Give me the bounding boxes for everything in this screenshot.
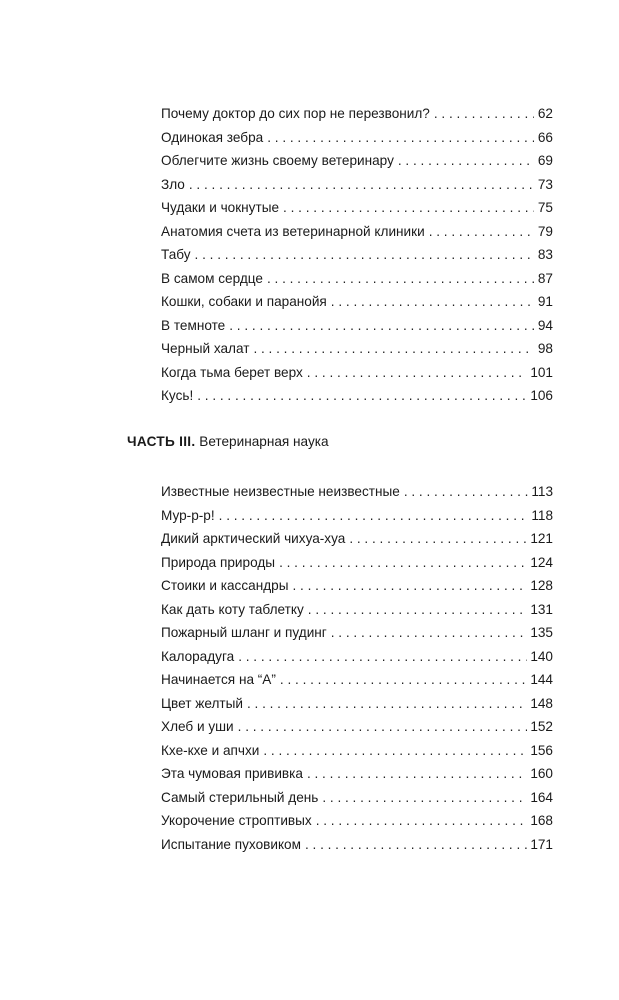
toc-entry-page: 101 xyxy=(530,364,553,380)
toc-leader-dots xyxy=(267,267,534,291)
toc-entry-title: Хлеб и уши xyxy=(161,719,234,734)
toc-entry xyxy=(161,173,553,197)
toc-leader-dots xyxy=(434,102,534,126)
toc-leader-dots xyxy=(308,598,528,622)
toc-entry-title: Известные неизвестные неизвестные xyxy=(161,484,400,499)
toc-entry xyxy=(161,149,553,173)
toc-entry-page: 118 xyxy=(531,507,553,523)
toc-entry xyxy=(161,786,553,810)
toc-entry xyxy=(161,551,553,575)
toc-entry xyxy=(161,220,553,244)
toc-entry-page: 121 xyxy=(530,531,553,546)
toc-entry-title: Когда тьма берет верх xyxy=(161,364,303,380)
toc-entry-page: 106 xyxy=(530,388,553,403)
toc-leader-dots xyxy=(279,551,527,575)
toc-leader-dots xyxy=(280,668,527,692)
toc-entry xyxy=(161,692,553,716)
toc-entry-title: Черный халат xyxy=(161,341,250,356)
toc-entry-title: Дикий арктический чихуа-хуа xyxy=(161,531,346,546)
toc-section-one xyxy=(161,102,553,408)
toc-entry-page: 94 xyxy=(537,317,553,333)
toc-entry-title: Кхе-кхе и апчхи xyxy=(161,742,260,758)
toc-entry-title: Самый стерильный день xyxy=(161,789,319,805)
toc-entry-title: Испытание пуховиком xyxy=(161,836,301,852)
toc-entry xyxy=(161,621,553,645)
toc-leader-dots xyxy=(247,692,527,716)
toc-entry xyxy=(161,668,553,692)
toc-leader-dots xyxy=(283,196,534,220)
toc-leader-dots xyxy=(253,337,534,361)
toc-entry-page: 128 xyxy=(530,578,553,593)
toc-entry-title: Почему доктор до сих пор не перезвонил? xyxy=(161,106,430,121)
toc-entry xyxy=(161,102,553,126)
toc-leader-dots xyxy=(398,149,534,173)
toc-entry-page: 79 xyxy=(537,223,553,239)
toc-entry xyxy=(161,762,553,786)
toc-entry-page: 135 xyxy=(530,625,553,640)
toc-leader-dots xyxy=(404,480,529,504)
toc-leader-dots xyxy=(429,220,534,244)
toc-entry xyxy=(161,196,553,220)
toc-entry xyxy=(161,361,553,385)
toc-entry xyxy=(161,126,553,150)
toc-entry-title: Облегчите жизнь своему ветеринару xyxy=(161,153,394,168)
toc-leader-dots xyxy=(229,314,534,338)
toc-leader-dots xyxy=(219,504,529,528)
toc-entry-page: 148 xyxy=(530,695,553,711)
toc-entry-page: 75 xyxy=(537,200,553,215)
toc-leader-dots xyxy=(331,621,528,645)
toc-entry-page: 83 xyxy=(537,247,553,262)
toc-leader-dots xyxy=(263,739,527,763)
toc-entry-title: Как дать коту таблетку xyxy=(161,601,304,617)
toc-entry-title: Укорочение строптивых xyxy=(161,813,312,828)
toc-entry xyxy=(161,574,553,598)
toc-entry-page: 124 xyxy=(530,554,553,570)
part-heading xyxy=(127,430,329,454)
toc-entry-title: Чудаки и чокнутые xyxy=(161,200,280,215)
toc-entry-title: Пожарный шланг и пудинг xyxy=(161,625,327,640)
toc-entry-page: 164 xyxy=(530,789,553,805)
toc-entry-page: 156 xyxy=(530,742,553,758)
toc-entry xyxy=(161,480,553,504)
toc-leader-dots xyxy=(349,527,527,551)
toc-entry-title: Кошки, собаки и паранойя xyxy=(161,294,327,309)
toc-leader-dots xyxy=(331,290,534,314)
toc-leader-dots xyxy=(238,645,527,669)
toc-entry-page: 98 xyxy=(537,341,553,356)
toc-entry xyxy=(161,384,553,408)
toc-entry xyxy=(161,833,553,857)
toc-entry-page: 140 xyxy=(530,648,553,664)
toc-leader-dots xyxy=(322,786,527,810)
part-label: ЧАСТЬ III. xyxy=(127,434,196,449)
toc-entry-title: Эта чумовая прививка xyxy=(161,766,303,781)
toc-entry-page: 87 xyxy=(537,270,553,286)
toc-entry-page: 62 xyxy=(537,106,553,121)
toc-entry-title: Мур-р-р! xyxy=(161,507,215,523)
toc-entry-title: Начинается на “А” xyxy=(161,672,276,687)
toc-leader-dots xyxy=(197,384,527,408)
toc-leader-dots xyxy=(305,833,527,857)
toc-leader-dots xyxy=(238,715,528,739)
toc-part-three xyxy=(161,480,553,856)
toc-entry xyxy=(161,527,553,551)
toc-entry-page: 144 xyxy=(530,672,553,687)
toc-entry xyxy=(161,645,553,669)
part-title: Ветеринарная наука xyxy=(199,434,329,449)
toc-entry-page: 171 xyxy=(530,836,553,852)
toc-entry-title: Зло xyxy=(161,176,185,192)
toc-entry-title: В темноте xyxy=(161,317,226,333)
toc-leader-dots xyxy=(189,173,534,197)
toc-entry-title: Стоики и кассандры xyxy=(161,578,289,593)
toc-entry-title: Табу xyxy=(161,247,191,262)
toc-entry xyxy=(161,504,553,528)
toc-entry-page: 66 xyxy=(537,129,553,145)
toc-entry-page: 91 xyxy=(537,294,553,309)
toc-entry xyxy=(161,598,553,622)
toc-entry-title: Цвет желтый xyxy=(161,695,243,711)
toc-entry-page: 152 xyxy=(530,719,553,734)
toc-entry-title: В самом сердце xyxy=(161,270,263,286)
toc-leader-dots xyxy=(292,574,527,598)
toc-entry xyxy=(161,314,553,338)
toc-entry-page: 73 xyxy=(537,176,553,192)
toc-entry xyxy=(161,739,553,763)
toc-leader-dots xyxy=(316,809,528,833)
toc-entry-title: Кусь! xyxy=(161,388,194,403)
toc-leader-dots xyxy=(195,243,534,267)
toc-entry-page: 131 xyxy=(530,601,553,617)
toc-leader-dots xyxy=(307,361,528,385)
toc-entry xyxy=(161,290,553,314)
toc-entry-title: Анатомия счета из ветеринарной клиники xyxy=(161,223,425,239)
toc-entry xyxy=(161,243,553,267)
toc-entry-title: Калорадуга xyxy=(161,648,235,664)
toc-entry xyxy=(161,715,553,739)
toc-entry-title: Одинокая зебра xyxy=(161,129,264,145)
toc-entry-page: 160 xyxy=(530,766,553,781)
toc-leader-dots xyxy=(267,126,534,150)
toc-entry-page: 69 xyxy=(537,153,553,168)
toc-entry-page: 168 xyxy=(530,813,553,828)
toc-leader-dots xyxy=(307,762,527,786)
toc-entry-title: Природа природы xyxy=(161,554,276,570)
toc-entry-page: 113 xyxy=(531,484,553,499)
toc-entry xyxy=(161,809,553,833)
toc-entry xyxy=(161,337,553,361)
toc-entry xyxy=(161,267,553,291)
